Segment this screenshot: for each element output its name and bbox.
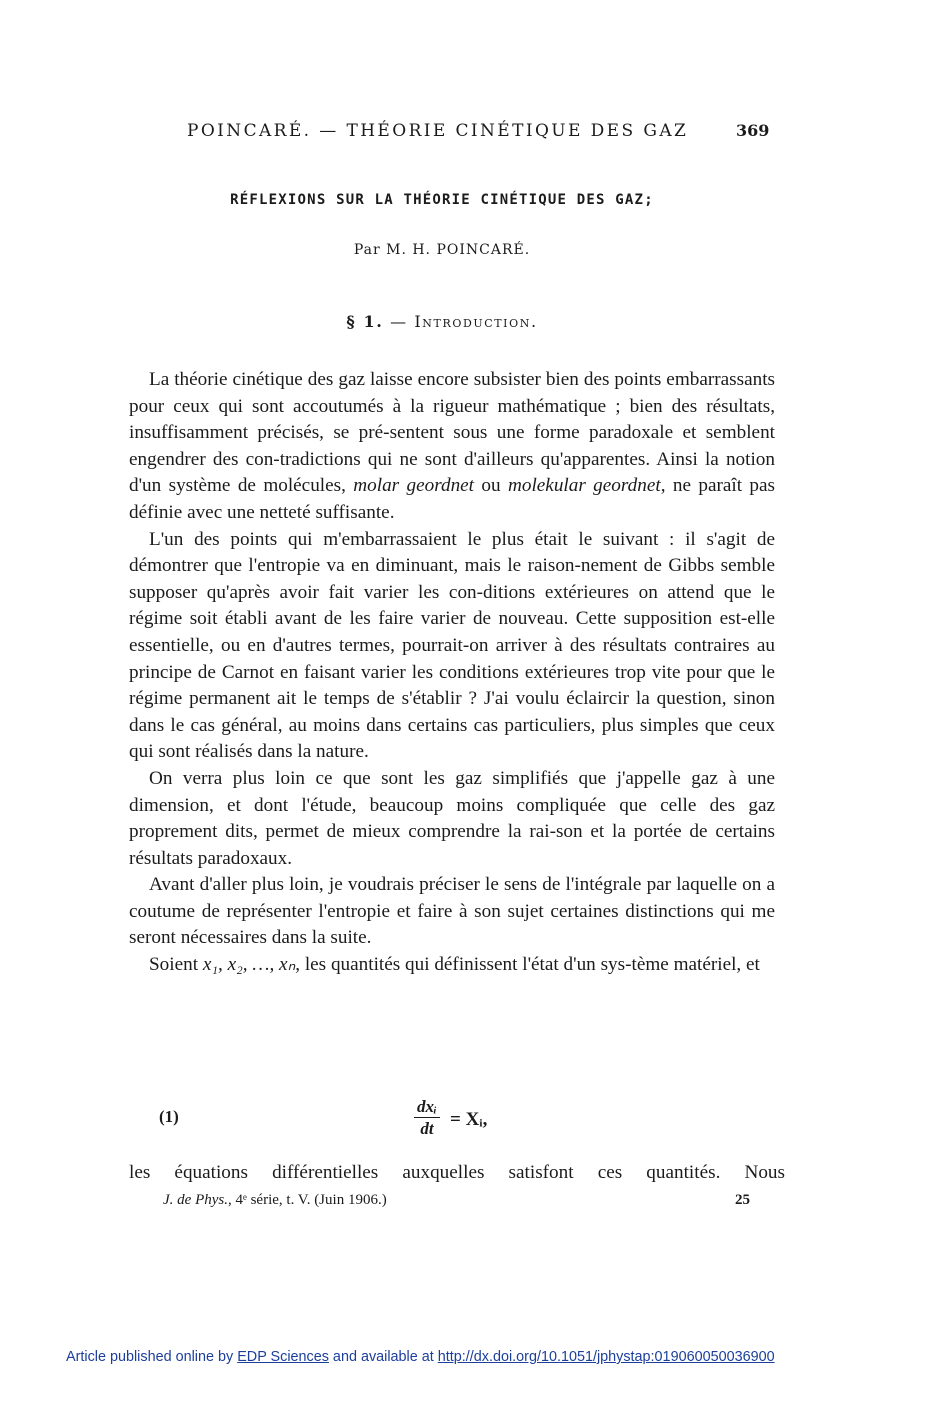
footer-signature: 25 [735,1192,750,1208]
equation-fraction [414,1097,440,1140]
section-dash: — [390,312,408,331]
section-number: § 1. [346,312,384,331]
edp-middle: and available at [328,1349,438,1365]
paragraph-1-text-a: La théorie cinétique des gaz laisse encore subsister bien des points embarrassants pour ceux qui sont accoutumés à la rigueur mathématique ; bien des résultats, insuffisamment précisés, se pré-sentent sous une forme paradoxale et semblent engendrer des con-tradictions qui ne sont d'ailleurs qu'apparentes. Ainsi la notion d'un système de molécules, [129,369,775,497]
author-byline: Par M. H. POINCARÉ. [353,242,531,258]
paragraph-1 [129,367,775,527]
paragraph-5-text-b: , les quantités qui définissent l'état d'un sys-tème matériel, et [295,954,760,976]
section-heading [0,312,884,331]
paragraph-5 [129,952,775,979]
paragraph-1-or: ou [474,475,508,497]
edp-sciences-link[interactable]: EDP Sciences [237,1349,329,1365]
edp-prefix: Article published online by [66,1349,238,1365]
equation-label: (1) [159,1107,179,1126]
paragraph-5-text-a: Soient [149,954,203,976]
equation-1 [129,1097,775,1143]
equation-rhs: = Xᵢ, [450,1109,488,1130]
continuation-line: les équations différentielles auxquelles satisfont ces quantités. Nous [129,1162,785,1183]
term-molekular-geordnet: molekular geordnet [508,475,661,497]
equation-denominator: dt [420,1119,434,1138]
paper-title: RÉFLEXIONS SUR LA THÉORIE CINÉTIQUE DES GAZ; [230,192,654,208]
footer-journal: J. de Phys. [163,1192,228,1208]
section-title: Introduction. [414,312,538,331]
footer-citation: , 4ᵉ série, t. V. (Juin 1906.) [227,1192,387,1208]
term-molar-geordnet: molar geordnet [353,475,475,497]
paragraph-2: L'un des points qui m'embarrassaient le plus était le suivant : il s'agit de démontrer que l'entropie va en diminuant, mais le raison-nement de Gibbs semble supposer qu'après avoir fait varier les con-ditions extérieures on attend que le régime soit établi avant de les faire varier de nouveau. Cette supposition est-elle essentielle, ou en d'autres termes, pourrait-on arriver à des résultats contraires au principe de Carnot en faisant varier les conditions extérieures trop vite pour que le régime permanent ait le temps de s'établir ? J'ai voulu éclaircir la question, sinon dans le cas général, au moins dans certains cas particuliers, plus simples que ceux qui sont réalisés dans la nature. [129,528,775,763]
paragraph-3: On verra plus loin ce que sont les gaz simplifiés que j'appelle gaz à une dimension, et dont l'étude, beaucoup moins compliquée que celle des gaz proprement dits, permet de mieux comprendre la rai-son et la portée de certains résultats paradoxaux. [129,767,775,869]
page-number: 369 [736,121,770,140]
body-text [129,367,775,979]
running-head-title: POINCARÉ. — THÉORIE CINÉTIQUE DES GAZ [187,121,689,141]
page-footer [163,1192,763,1209]
paragraph-4: Avant d'aller plus loin, je voudrais préciser le sens de l'intégrale par laquelle on a coutume de représenter l'entropie et faire à son sujet certaines distinctions qui me seront nécessaires dans la suite. [129,874,775,949]
doi-link[interactable]: http://dx.doi.org/10.1051/jphystap:019060050036900 [437,1349,775,1365]
paragraph-5-variables: x₁, x₂, …, xₙ [202,954,296,976]
edp-notice [66,1349,775,1365]
equation-numerator: dxᵢ [414,1097,440,1118]
paragraph-1-text-b: , ne paraît pas définie avec une netteté suffisante. [129,475,776,523]
